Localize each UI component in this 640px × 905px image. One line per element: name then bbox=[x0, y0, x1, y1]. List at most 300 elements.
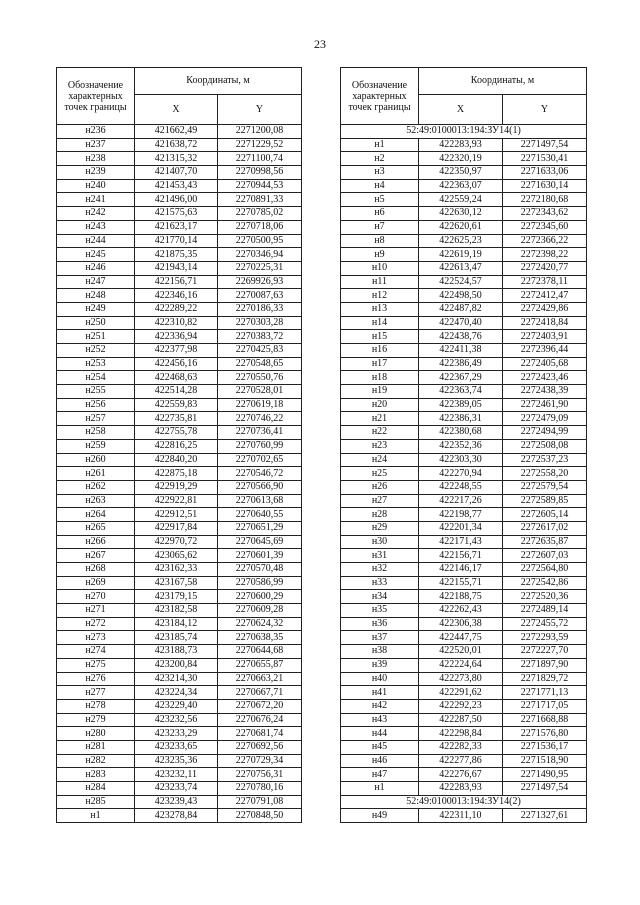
point-id-cell: н239 bbox=[57, 166, 135, 180]
x-cell: 423185,74 bbox=[135, 631, 218, 645]
y-header: Y bbox=[503, 95, 587, 125]
y-cell: 2270848,50 bbox=[218, 809, 302, 823]
table-row bbox=[341, 302, 587, 316]
point-id-cell: н260 bbox=[57, 453, 135, 467]
y-cell: 2270640,55 bbox=[218, 508, 302, 522]
point-id-cell: н272 bbox=[57, 617, 135, 631]
point-id-cell: н24 bbox=[341, 453, 419, 467]
table-row bbox=[341, 699, 587, 713]
table-row bbox=[57, 508, 302, 522]
y-header: Y bbox=[218, 95, 302, 125]
x-cell: 422487,82 bbox=[419, 302, 503, 316]
x-cell: 422619,19 bbox=[419, 248, 503, 262]
y-cell: 2270087,63 bbox=[218, 289, 302, 303]
point-id-cell: н26 bbox=[341, 480, 419, 494]
point-id-cell: н33 bbox=[341, 576, 419, 590]
point-id-cell: н251 bbox=[57, 330, 135, 344]
table-row bbox=[57, 563, 302, 577]
y-cell: 2270785,02 bbox=[218, 207, 302, 221]
point-id-cell: н250 bbox=[57, 316, 135, 330]
x-cell: 422270,94 bbox=[419, 467, 503, 481]
y-cell: 2272403,91 bbox=[503, 330, 587, 344]
point-id-cell: н46 bbox=[341, 754, 419, 768]
table-row bbox=[57, 535, 302, 549]
point-id-cell: н16 bbox=[341, 344, 419, 358]
y-cell: 2272520,36 bbox=[503, 590, 587, 604]
point-id-cell: н264 bbox=[57, 508, 135, 522]
y-cell: 2270760,99 bbox=[218, 439, 302, 453]
x-cell: 422380,68 bbox=[419, 426, 503, 440]
point-id-cell: н12 bbox=[341, 289, 419, 303]
y-cell: 2270672,20 bbox=[218, 699, 302, 713]
y-cell: 2272423,46 bbox=[503, 371, 587, 385]
x-cell: 421623,17 bbox=[135, 220, 218, 234]
point-id-cell: н265 bbox=[57, 521, 135, 535]
x-cell: 422282,33 bbox=[419, 740, 503, 754]
point-id-cell: н13 bbox=[341, 302, 419, 316]
point-id-cell: н273 bbox=[57, 631, 135, 645]
point-id-cell: н245 bbox=[57, 248, 135, 262]
table-row bbox=[341, 261, 587, 275]
x-cell: 422283,93 bbox=[419, 138, 503, 152]
x-cell: 422156,71 bbox=[135, 275, 218, 289]
table-row bbox=[57, 398, 302, 412]
y-cell: 2270624,32 bbox=[218, 617, 302, 631]
y-cell: 2272378,11 bbox=[503, 275, 587, 289]
table-row bbox=[57, 699, 302, 713]
point-id-cell: н5 bbox=[341, 193, 419, 207]
x-header: X bbox=[419, 95, 503, 125]
y-cell: 2272429,86 bbox=[503, 302, 587, 316]
table-row bbox=[341, 398, 587, 412]
table-row bbox=[57, 302, 302, 316]
x-cell: 422840,20 bbox=[135, 453, 218, 467]
table-row bbox=[57, 426, 302, 440]
y-cell: 2270638,35 bbox=[218, 631, 302, 645]
y-cell: 2271100,74 bbox=[218, 152, 302, 166]
x-cell: 423232,11 bbox=[135, 768, 218, 782]
x-cell: 422970,72 bbox=[135, 535, 218, 549]
point-id-cell: н243 bbox=[57, 220, 135, 234]
point-id-cell: н247 bbox=[57, 275, 135, 289]
table-row bbox=[341, 740, 587, 754]
y-cell: 2270601,39 bbox=[218, 549, 302, 563]
y-cell: 2270891,33 bbox=[218, 193, 302, 207]
x-cell: 422156,71 bbox=[419, 549, 503, 563]
y-cell: 2270225,31 bbox=[218, 261, 302, 275]
point-id-cell: н242 bbox=[57, 207, 135, 221]
y-cell: 2271497,54 bbox=[503, 138, 587, 152]
point-id-cell: н255 bbox=[57, 385, 135, 399]
y-cell: 2272537,23 bbox=[503, 453, 587, 467]
y-cell: 2271633,06 bbox=[503, 166, 587, 180]
y-cell: 2272579,54 bbox=[503, 480, 587, 494]
point-id-cell: н21 bbox=[341, 412, 419, 426]
point-id-cell: н3 bbox=[341, 166, 419, 180]
table-row bbox=[57, 179, 302, 193]
x-cell: 422352,36 bbox=[419, 439, 503, 453]
point-id-cell: н271 bbox=[57, 604, 135, 618]
y-cell: 2271771,13 bbox=[503, 686, 587, 700]
coordinates-header: Координаты, м bbox=[135, 68, 302, 95]
x-cell: 422291,62 bbox=[419, 686, 503, 700]
x-cell: 423233,65 bbox=[135, 740, 218, 754]
y-cell: 2270667,71 bbox=[218, 686, 302, 700]
y-cell: 2270425,83 bbox=[218, 344, 302, 358]
x-cell: 423232,56 bbox=[135, 713, 218, 727]
x-cell: 422146,17 bbox=[419, 563, 503, 577]
x-cell: 421662,49 bbox=[135, 125, 218, 139]
table-row bbox=[57, 234, 302, 248]
y-cell: 2270346,94 bbox=[218, 248, 302, 262]
x-cell: 423239,43 bbox=[135, 795, 218, 809]
table-row bbox=[57, 220, 302, 234]
point-id-cell: н10 bbox=[341, 261, 419, 275]
x-cell: 422468,63 bbox=[135, 371, 218, 385]
point-id-cell: н263 bbox=[57, 494, 135, 508]
point-id-cell: н7 bbox=[341, 220, 419, 234]
x-cell: 422273,80 bbox=[419, 672, 503, 686]
table-row bbox=[57, 782, 302, 796]
x-cell: 422411,38 bbox=[419, 344, 503, 358]
y-cell: 2270645,69 bbox=[218, 535, 302, 549]
y-cell: 2270736,41 bbox=[218, 426, 302, 440]
y-cell: 2272494,99 bbox=[503, 426, 587, 440]
y-cell: 2270613,68 bbox=[218, 494, 302, 508]
table-row bbox=[57, 453, 302, 467]
y-cell: 2269926,93 bbox=[218, 275, 302, 289]
y-cell: 2270546,72 bbox=[218, 467, 302, 481]
coordinates-header: Координаты, м bbox=[419, 68, 587, 95]
point-id-cell: н278 bbox=[57, 699, 135, 713]
point-id-cell: н15 bbox=[341, 330, 419, 344]
table-row bbox=[341, 631, 587, 645]
y-cell: 2270651,29 bbox=[218, 521, 302, 535]
point-id-cell: н43 bbox=[341, 713, 419, 727]
y-cell: 2270718,06 bbox=[218, 220, 302, 234]
point-id-cell: н30 bbox=[341, 535, 419, 549]
point-id-cell: н241 bbox=[57, 193, 135, 207]
x-cell: 423278,84 bbox=[135, 809, 218, 823]
x-cell: 422277,86 bbox=[419, 754, 503, 768]
point-id-cell: н49 bbox=[341, 809, 419, 823]
point-id-cell: н22 bbox=[341, 426, 419, 440]
x-cell: 422919,29 bbox=[135, 480, 218, 494]
y-cell: 2272455,72 bbox=[503, 617, 587, 631]
x-cell: 422303,30 bbox=[419, 453, 503, 467]
x-cell: 422559,83 bbox=[135, 398, 218, 412]
x-cell: 422336,94 bbox=[135, 330, 218, 344]
y-cell: 2271518,90 bbox=[503, 754, 587, 768]
point-id-cell: н27 bbox=[341, 494, 419, 508]
table-row bbox=[57, 521, 302, 535]
x-cell: 423214,30 bbox=[135, 672, 218, 686]
table-row bbox=[57, 617, 302, 631]
y-cell: 2272635,87 bbox=[503, 535, 587, 549]
y-cell: 2270586,99 bbox=[218, 576, 302, 590]
page-number: 23 bbox=[314, 37, 326, 51]
coordinates-table-left bbox=[56, 67, 302, 823]
y-cell: 2272345,60 bbox=[503, 220, 587, 234]
x-cell: 423235,36 bbox=[135, 754, 218, 768]
table-row bbox=[57, 727, 302, 741]
y-cell: 2271897,90 bbox=[503, 658, 587, 672]
x-cell: 422520,01 bbox=[419, 645, 503, 659]
x-cell: 422217,26 bbox=[419, 494, 503, 508]
x-cell: 422248,55 bbox=[419, 480, 503, 494]
y-cell: 2270548,65 bbox=[218, 357, 302, 371]
x-cell: 422625,23 bbox=[419, 234, 503, 248]
x-cell: 422386,31 bbox=[419, 412, 503, 426]
table-row bbox=[341, 371, 587, 385]
table-row bbox=[57, 248, 302, 262]
point-id-cell: н253 bbox=[57, 357, 135, 371]
x-cell: 422311,10 bbox=[419, 809, 503, 823]
table-row bbox=[57, 316, 302, 330]
table-row bbox=[341, 289, 587, 303]
table-row bbox=[341, 521, 587, 535]
table-row bbox=[57, 330, 302, 344]
x-cell: 422447,75 bbox=[419, 631, 503, 645]
table-row bbox=[57, 631, 302, 645]
point-id-cell: н246 bbox=[57, 261, 135, 275]
table-row bbox=[341, 207, 587, 221]
table-row bbox=[57, 412, 302, 426]
y-cell: 2270550,76 bbox=[218, 371, 302, 385]
table-row bbox=[57, 439, 302, 453]
y-cell: 2270655,87 bbox=[218, 658, 302, 672]
table-row bbox=[341, 713, 587, 727]
x-cell: 422912,51 bbox=[135, 508, 218, 522]
x-cell: 423188,73 bbox=[135, 645, 218, 659]
x-cell: 422630,12 bbox=[419, 207, 503, 221]
table-row bbox=[57, 713, 302, 727]
table-row bbox=[341, 535, 587, 549]
x-cell: 422262,43 bbox=[419, 604, 503, 618]
y-cell: 2272461,90 bbox=[503, 398, 587, 412]
coordinates-table-right bbox=[340, 67, 587, 823]
x-cell: 422438,76 bbox=[419, 330, 503, 344]
table-row bbox=[341, 426, 587, 440]
point-id-cell: н267 bbox=[57, 549, 135, 563]
x-cell: 422155,71 bbox=[419, 576, 503, 590]
x-cell: 422289,22 bbox=[135, 302, 218, 316]
y-cell: 2270186,33 bbox=[218, 302, 302, 316]
point-id-cell: н281 bbox=[57, 740, 135, 754]
table-row bbox=[341, 152, 587, 166]
table-row bbox=[57, 275, 302, 289]
y-cell: 2270528,01 bbox=[218, 385, 302, 399]
table-row bbox=[341, 220, 587, 234]
x-cell: 423162,33 bbox=[135, 563, 218, 577]
point-id-cell: н20 bbox=[341, 398, 419, 412]
table-row bbox=[57, 193, 302, 207]
designation-header: Обозначение характерных точек границы bbox=[57, 68, 135, 125]
point-id-cell: н282 bbox=[57, 754, 135, 768]
y-cell: 2271200,08 bbox=[218, 125, 302, 139]
point-id-cell: н259 bbox=[57, 439, 135, 453]
y-cell: 2270676,24 bbox=[218, 713, 302, 727]
y-cell: 2271829,72 bbox=[503, 672, 587, 686]
table-row bbox=[57, 467, 302, 481]
table-row bbox=[341, 576, 587, 590]
table-row bbox=[57, 740, 302, 754]
y-cell: 2270644,68 bbox=[218, 645, 302, 659]
x-cell: 423224,34 bbox=[135, 686, 218, 700]
point-id-cell: н249 bbox=[57, 302, 135, 316]
x-cell: 421453,43 bbox=[135, 179, 218, 193]
y-cell: 2270998,56 bbox=[218, 166, 302, 180]
x-cell: 422198,77 bbox=[419, 508, 503, 522]
table-row bbox=[341, 234, 587, 248]
table-row bbox=[341, 727, 587, 741]
point-id-cell: н39 bbox=[341, 658, 419, 672]
table-row bbox=[341, 563, 587, 577]
section-label: 52:49:0100013:194:ЗУ14(2) bbox=[341, 795, 587, 809]
y-cell: 2270702,65 bbox=[218, 453, 302, 467]
point-id-cell: н41 bbox=[341, 686, 419, 700]
x-cell: 421496,00 bbox=[135, 193, 218, 207]
y-cell: 2270944,53 bbox=[218, 179, 302, 193]
x-cell: 422171,43 bbox=[419, 535, 503, 549]
designation-header: Обозначение характерных точек границы bbox=[341, 68, 419, 125]
table-row bbox=[341, 439, 587, 453]
table-row bbox=[341, 385, 587, 399]
y-cell: 2271630,14 bbox=[503, 179, 587, 193]
y-cell: 2272398,22 bbox=[503, 248, 587, 262]
x-cell: 422320,19 bbox=[419, 152, 503, 166]
point-id-cell: н31 bbox=[341, 549, 419, 563]
y-cell: 2272293,59 bbox=[503, 631, 587, 645]
x-cell: 423065,62 bbox=[135, 549, 218, 563]
y-cell: 2270746,22 bbox=[218, 412, 302, 426]
y-cell: 2272479,09 bbox=[503, 412, 587, 426]
table-row bbox=[57, 672, 302, 686]
table-row bbox=[341, 344, 587, 358]
point-id-cell: н40 bbox=[341, 672, 419, 686]
y-cell: 2272489,14 bbox=[503, 604, 587, 618]
x-cell: 422363,07 bbox=[419, 179, 503, 193]
point-id-cell: н17 bbox=[341, 357, 419, 371]
table-row bbox=[341, 357, 587, 371]
point-id-cell: н8 bbox=[341, 234, 419, 248]
table-row bbox=[341, 604, 587, 618]
y-cell: 2271576,80 bbox=[503, 727, 587, 741]
table-row bbox=[57, 549, 302, 563]
table-row bbox=[341, 768, 587, 782]
x-cell: 422310,82 bbox=[135, 316, 218, 330]
table-row bbox=[57, 480, 302, 494]
x-cell: 422367,29 bbox=[419, 371, 503, 385]
table-row bbox=[341, 672, 587, 686]
point-id-cell: н284 bbox=[57, 782, 135, 796]
point-id-cell: н42 bbox=[341, 699, 419, 713]
point-id-cell: н6 bbox=[341, 207, 419, 221]
x-cell: 422298,84 bbox=[419, 727, 503, 741]
point-id-cell: н256 bbox=[57, 398, 135, 412]
table-row bbox=[57, 590, 302, 604]
point-id-cell: н280 bbox=[57, 727, 135, 741]
point-id-cell: н19 bbox=[341, 385, 419, 399]
table-row bbox=[341, 248, 587, 262]
point-id-cell: н36 bbox=[341, 617, 419, 631]
point-id-cell: н261 bbox=[57, 467, 135, 481]
table-row bbox=[341, 494, 587, 508]
x-cell: 422755,78 bbox=[135, 426, 218, 440]
section-label: 52:49:0100013:194:ЗУ14(1) bbox=[341, 125, 587, 139]
table-row bbox=[341, 809, 587, 823]
table-row bbox=[57, 604, 302, 618]
point-id-cell: н257 bbox=[57, 412, 135, 426]
section-row bbox=[341, 125, 587, 139]
x-cell: 423167,58 bbox=[135, 576, 218, 590]
y-cell: 2272542,86 bbox=[503, 576, 587, 590]
point-id-cell: н262 bbox=[57, 480, 135, 494]
x-cell: 421575,63 bbox=[135, 207, 218, 221]
y-cell: 2272405,68 bbox=[503, 357, 587, 371]
x-cell: 422620,61 bbox=[419, 220, 503, 234]
point-id-cell: н29 bbox=[341, 521, 419, 535]
x-cell: 422377,98 bbox=[135, 344, 218, 358]
point-id-cell: н285 bbox=[57, 795, 135, 809]
table-row bbox=[57, 385, 302, 399]
y-cell: 2271327,61 bbox=[503, 809, 587, 823]
table-row bbox=[341, 138, 587, 152]
y-cell: 2272366,22 bbox=[503, 234, 587, 248]
table-row bbox=[57, 795, 302, 809]
x-cell: 422201,34 bbox=[419, 521, 503, 535]
y-cell: 2271536,17 bbox=[503, 740, 587, 754]
point-id-cell: н14 bbox=[341, 316, 419, 330]
point-id-cell: н270 bbox=[57, 590, 135, 604]
table-row bbox=[341, 412, 587, 426]
point-id-cell: н45 bbox=[341, 740, 419, 754]
point-id-cell: н28 bbox=[341, 508, 419, 522]
y-cell: 2272617,02 bbox=[503, 521, 587, 535]
point-id-cell: н44 bbox=[341, 727, 419, 741]
x-cell: 423182,58 bbox=[135, 604, 218, 618]
table-row bbox=[57, 125, 302, 139]
y-cell: 2272343,62 bbox=[503, 207, 587, 221]
x-cell: 423233,29 bbox=[135, 727, 218, 741]
x-cell: 422188,75 bbox=[419, 590, 503, 604]
table-row bbox=[341, 658, 587, 672]
y-cell: 2270383,72 bbox=[218, 330, 302, 344]
point-id-cell: н236 bbox=[57, 125, 135, 139]
x-cell: 422283,93 bbox=[419, 782, 503, 796]
x-cell: 422498,50 bbox=[419, 289, 503, 303]
table-row bbox=[341, 166, 587, 180]
table-row bbox=[57, 261, 302, 275]
point-id-cell: н25 bbox=[341, 467, 419, 481]
x-cell: 421407,70 bbox=[135, 166, 218, 180]
x-cell: 421770,14 bbox=[135, 234, 218, 248]
point-id-cell: н276 bbox=[57, 672, 135, 686]
y-cell: 2272418,84 bbox=[503, 316, 587, 330]
point-id-cell: н38 bbox=[341, 645, 419, 659]
point-id-cell: н274 bbox=[57, 645, 135, 659]
y-cell: 2270619,18 bbox=[218, 398, 302, 412]
x-cell: 421638,72 bbox=[135, 138, 218, 152]
y-cell: 2272564,80 bbox=[503, 563, 587, 577]
x-cell: 422346,16 bbox=[135, 289, 218, 303]
x-cell: 422363,74 bbox=[419, 385, 503, 399]
table-row bbox=[57, 686, 302, 700]
x-cell: 423184,12 bbox=[135, 617, 218, 631]
point-id-cell: н237 bbox=[57, 138, 135, 152]
table-row bbox=[57, 166, 302, 180]
y-cell: 2271668,88 bbox=[503, 713, 587, 727]
